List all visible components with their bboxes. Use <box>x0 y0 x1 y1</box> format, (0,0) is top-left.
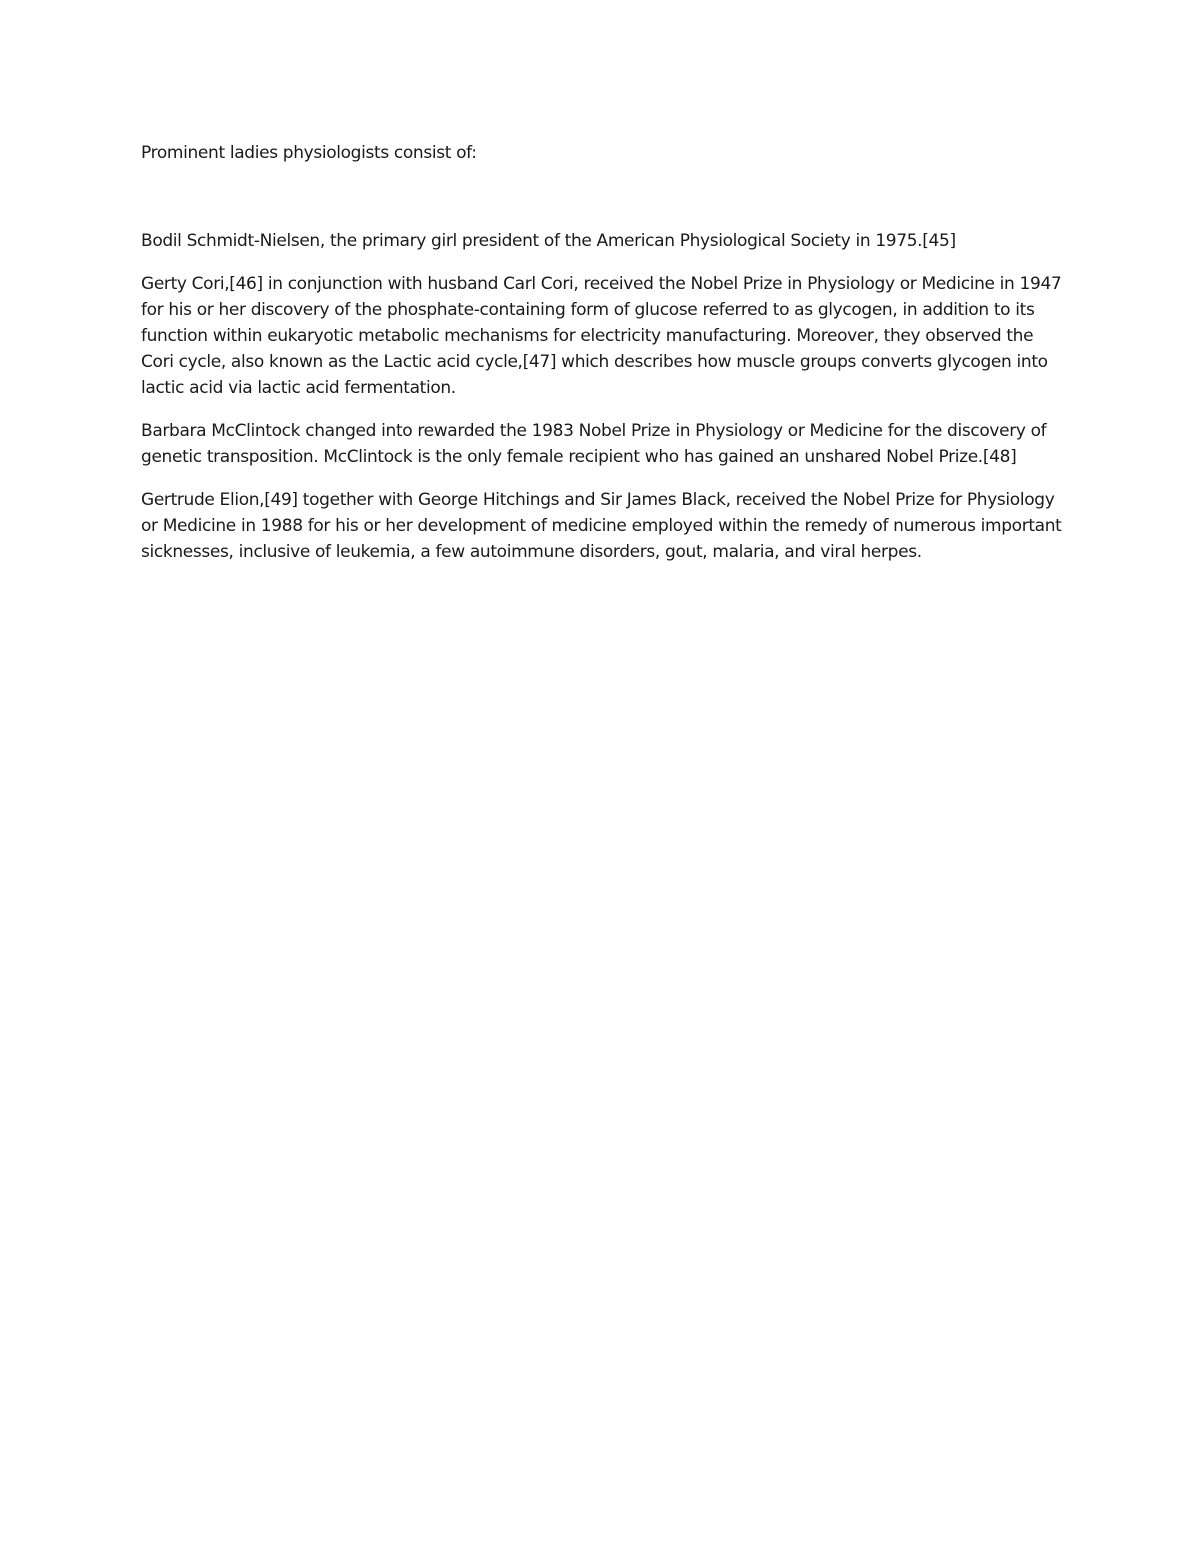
blank-line <box>141 170 1066 228</box>
paragraph-cori: Gerty Cori,[46] in conjunction with husband Carl Cori, received the Nobel Prize in Physiology or Medicine in 1947 for his or her discovery of the phosphate-containing form of glucose referred to as glycogen, in addition to its function within eukaryotic metabolic mechanisms for electricity manufacturing. Moreover, they observed the Cori cycle, also known as the Lactic acid cycle,[47] which describes how muscle groups converts glycogen into lactic acid via lactic acid fermentation. <box>141 274 1062 398</box>
paragraph-mcclintock: Barbara McClintock changed into rewarded the 1983 Nobel Prize in Physiology or Medicine for the discovery of genetic transposition. McClintock is the only female recipient who has gained an unshared Nobel Prize.[48] <box>141 421 1047 467</box>
document-body <box>141 140 1066 582</box>
paragraph-elion: Gertrude Elion,[49] together with George Hitchings and Sir James Black, received the Nobel Prize for Physiology or Medicine in 1988 for his or her development of medicine employed within the remedy of numerous important sicknesses, inclusive of leukemia, a few autoimmune disorders, gout, malaria, and viral herpes. <box>141 490 1062 562</box>
paragraph-schmidt-nielsen: Bodil Schmidt-Nielsen, the primary girl president of the American Physiological Society in 1975.[45] <box>141 231 956 251</box>
intro-line: Prominent ladies physiologists consist of: <box>141 143 477 163</box>
